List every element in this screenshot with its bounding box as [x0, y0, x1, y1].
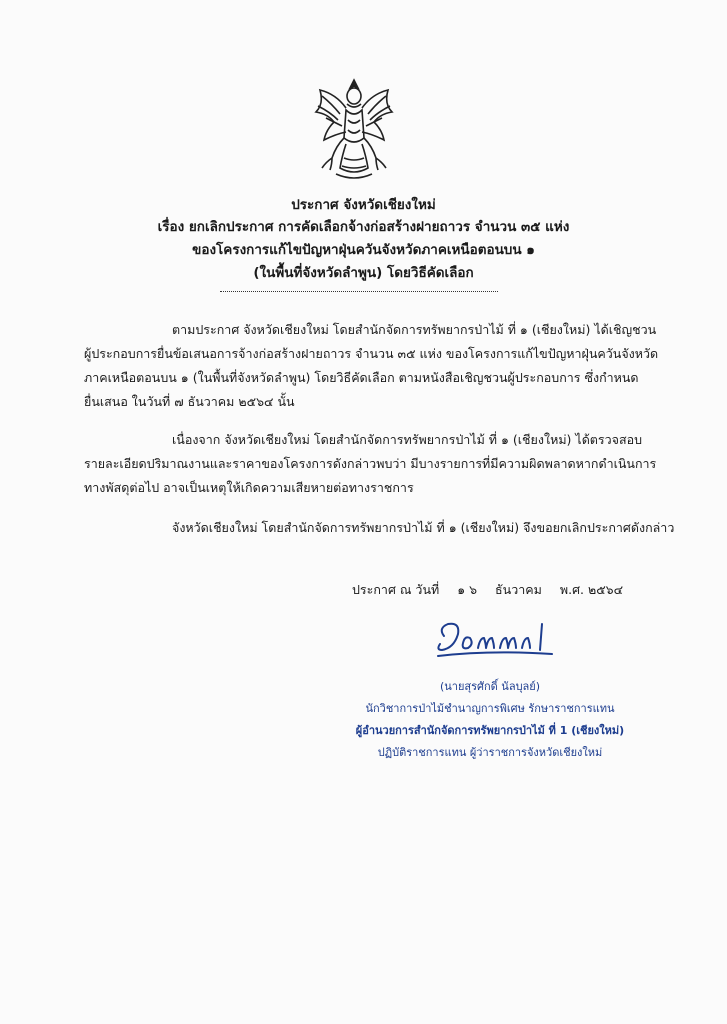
announcement-subject-line3: (ในพื้นที่จังหวัดลำพูน) โดยวิธีคัดเลือก	[253, 265, 474, 281]
paragraph-2-line: รายละเอียดปริมาณงานและราคาของโครงการดังกล่าวพบว่า มีบางรายการที่มีความผิดพลาดหากดำเนินการ	[84, 456, 657, 471]
signatory-position-3: ปฏิบัติราชการแทน ผู้ว่าราชการจังหวัดเชียงใหม่	[377, 746, 603, 759]
handwritten-signature	[430, 614, 570, 674]
dotted-divider	[220, 291, 498, 292]
signatory-position-1: นักวิชาการป่าไม้ชำนาญการพิเศษ รักษาราชการแทน	[365, 702, 615, 715]
announcement-subject: เรื่อง ยกเลิกประกาศ การคัดเลือกจ้างก่อสร้างฝายถาวร จำนวน ๓๕ แห่ง	[157, 219, 570, 235]
paragraph-1-line: ตามประกาศ จังหวัดเชียงใหม่ โดยสำนักจัดการทรัพยากรป่าไม้ ที่ ๑ (เชียงใหม่) ได้เชิญชวน	[172, 322, 657, 337]
paragraph-2-line: ทางพัสดุต่อไป อาจเป็นเหตุให้เกิดความเสียหายต่อทางราชการ	[84, 480, 414, 495]
paragraph-3-line: จังหวัดเชียงใหม่ โดยสำนักจัดการทรัพยากรป่าไม้ ที่ ๑ (เชียงใหม่) จึงขอยกเลิกประกาศดังกล่าว	[172, 520, 675, 535]
paragraph-1-line: ยื่นเสนอ ในวันที่ ๗ ธันวาคม ๒๕๖๔ นั้น	[84, 394, 295, 409]
date-day: ๑ ๖	[457, 582, 478, 597]
garuda-emblem-icon	[306, 74, 402, 182]
paragraph-1-line: ผู้ประกอบการยื่นข้อเสนอการจ้างก่อสร้างฝายถาวร จำนวน ๓๕ แห่ง ของโครงการแก้ไขปัญหาฝุ่นควันจังหวัด	[84, 346, 659, 361]
announcement-subject-line2: ของโครงการแก้ไขปัญหาฝุ่นควันจังหวัดภาคเหนือตอนบน ๑	[192, 242, 535, 258]
paragraph-2-line: เนื่องจาก จังหวัดเชียงใหม่ โดยสำนักจัดการทรัพยากรป่าไม้ ที่ ๑ (เชียงใหม่) ได้ตรวจสอบ	[172, 432, 643, 447]
signatory-name: (นายสุรศักดิ์ นัลบุลย์)	[439, 680, 541, 693]
date-year: พ.ศ. ๒๕๖๔	[559, 582, 624, 597]
announcement-title: ประกาศ จังหวัดเชียงใหม่	[291, 197, 436, 213]
date-month: ธันวาคม	[495, 582, 542, 597]
date-prefix: ประกาศ ณ วันที่	[352, 582, 440, 597]
announcement-date	[352, 580, 637, 600]
paragraph-1-line: ภาคเหนือตอนบน ๑ (ในพื้นที่จังหวัดลำพูน) โดยวิธีคัดเลือก ตามหนังสือเชิญชวนผู้ประกอบการ ซึ่งกำหนด	[84, 370, 639, 385]
signatory-position-2: ผู้อำนวยการสำนักจัดการทรัพยากรป่าไม้ ที่ 1 (เชียงใหม่)	[355, 724, 625, 737]
